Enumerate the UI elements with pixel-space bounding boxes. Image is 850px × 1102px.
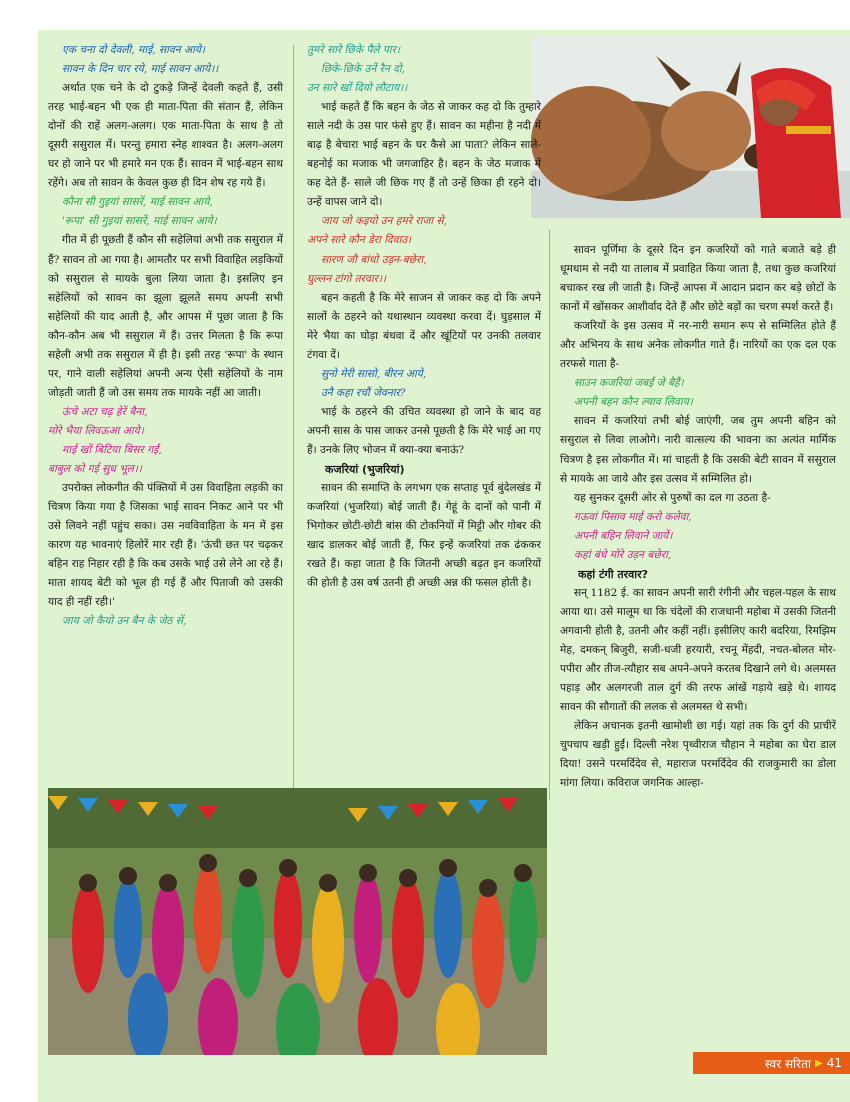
page-number: 41 xyxy=(826,1056,842,1070)
paragraph: सन् 1182 ई. का सावन अपनी सारी रंगीनी और चहल-पहल के साथ आया था। उसे मालूम था कि चंदेलों की राजधानी महोबा में उसकी जितनी अगवानी होती है, उतनी और कहीं नहीं। इसीलिए कारी बदरिया, रिमझिम मेह, दमकन् बिजुरी, सजी-धजी हरयारी, रचनू मेंहदी, नचत-बोलत मोर-पपीरा और तीज-त्यौहार सब अपने-अपने करतब दिखाने लगे थे। अलमस्त पहाड़ और अलगरजी ताल दुर्ग की तरफ आंखें गड़ाये खड़े थे। शायद सावन की सौगातों की ललक से अलमस्त थे सभी। xyxy=(560,586,836,714)
verse-line: उनै कहा रचौं जेवनार? xyxy=(321,386,406,399)
paragraph: यह सुनकर दूसरी ओर से पुरुषों का दल गा उठता है- xyxy=(574,491,771,504)
verse-line: बाबुल को गई सुध भूल।। xyxy=(48,463,142,476)
verse-line: तुमरे सारे छिके पैले पार। xyxy=(307,44,401,56)
verse-line: 'रूपा' सी गुइयां सासरें, माई सावन आये। xyxy=(62,215,217,228)
paragraph: सावन पूर्णिमा के दूसरे दिन इन कजरियों को गाते बजाते बड़े ही धूमधाम से नदी या तालाब में प्रवाहित किया जाता है, तथा कुछ कजरियां बचाकर रख ली जाती है। जिन्हें आपस में आदान प्रदान कर बड़े छोटों के कानों में खोंसकर आशीर्वाद देते हैं और छोटे बड़ों का चरण स्पर्श करते हैं। xyxy=(560,244,836,314)
verse-line: अपनी बहन कौन ल्याव लिवाय। xyxy=(574,396,693,409)
verse-line: एक चना दो देवली, माई, सावन आये। xyxy=(62,44,206,56)
verse-line: साउन कजरियां जबईं जे बैहैं। xyxy=(574,377,684,390)
paragraph: गीत में ही पूछती हैं कौन सी सहेलियां अभी तक ससुराल में हैं? सावन तो आ गया है। आमतौर पर सभी विवाहित लड़कियों को ससुराल से मायके बुला लिया जाता है। इसलिए इन सहेलियों को सावन का झूला झूलते समय अपनी सभी सहेलियों की याद आती है, और आपस में पूछा जाता है कि कौन-कौन अब भी ससुराल में हैं। उत्तर मिलता है कि रूपा सहेली अभी तक ससुराल में ही है। इसी तरह 'रूपा' के स्थान पर, गाने वाली सहेलियां अपनी अन्य ऐसी सहेलियों के नाम जोड़ती जाती हैं जो उस समय तक मायके नहीं आ जाती। xyxy=(48,234,283,399)
column-2 xyxy=(307,41,541,593)
verse-line: मोरे भैया लिवऊआ आये। xyxy=(48,424,144,437)
verse-line: छिके-छिके उनें रैन दो, xyxy=(321,63,405,76)
paragraph: सावन की समाप्ति के लगभग एक सप्ताह पूर्व बुंदेलखंड में कजरियां (भुजरियां) बोई जाती हैं। गेहूं के दानों को पानी में भिगोकर छोटी-छोटी बांस की टोकनियों में मिट्टी और गोबर की खाद डालकर बोई जाती हैं, फिर इन्हें कजरियां तक ढंककर रखते हैं। कहा जाता है कि जितनी अच्छी बढ़त इन कजरियों की होती है उस वर्ष उतनी ही अच्छी अन्न की फसल होती है। xyxy=(307,482,541,590)
paragraph: भाई के ठहरने की उचित व्यवस्था हो जाने के बाद वह अपनी सास के पास जाकर उनसे पूछती है कि मेरे भाई आ गए हैं। उनके लिए भोजन में क्या-क्या बनाऊं? xyxy=(307,405,541,456)
verse-line: घुल्लन टांगो तरवार।। xyxy=(307,272,386,285)
magazine-name: स्वर सरिता xyxy=(764,1056,812,1071)
paragraph: अर्थात एक चने के दो टुकड़े जिन्हें देवली कहते हैं, उसी तरह भाई-बहन भी एक ही माता-पिता की संतान हैं, लेकिन दोनों की राहें अलग-अलग। एक माता-पिता के साथ है तो दूसरी ससुराल में। परन्तु हमारा स्नेह शाश्वत है। अलग-अलग घर हो जाने पर भी हमारे मन एक हैं। सावन में भाई-बहन साथ रहेंगे। अब तो सावन के केवल कुछ ही दिन शेष रह गये हैं। xyxy=(48,82,283,190)
verse-line: अपनी बहिन लिवाने जायें। xyxy=(574,529,673,542)
paragraph: लेकिन अचानक इतनी खामोशी छा गई। यहां तक कि दुर्ग की प्राचीरें चुपचाप खड़ी हुईं। दिल्ली नरेश पृथ्वीराज चौहान ने महोबा का घेरा डाल दिया! उसने परमर्दिदेव से, महाराज परमर्दिदेव की राजकुमारी का डोला मांगा लिया। कविराज जगनिक आल्हा- xyxy=(560,720,836,790)
verse-line: जाय जो कैयो उन बैन के जेठ सें, xyxy=(62,615,187,628)
paragraph: भाई कहते हैं कि बहन के जेठ से जाकर कह दो कि तुम्हारे साले नदी के उस पार फंसे हुए हैं। सावन का महीना है नदी में बाढ़ है बेचारा भाई बहन के घर कैसे आ पाता? लेकिन साले-बहनोई का मजाक भी जगजाहिर है। बहन के जेठ मजाक में कह देते हैं- साले जी छिक गए हैं तो उन्हें छिका ही रहने दो। उन्हें वापस जाने दो। xyxy=(307,101,541,209)
verse-line: सावन के दिन चार रये, माई सावन आये।। xyxy=(62,63,219,76)
paragraph: कजरियों के इस उत्सव में नर-नारी समान रूप से सम्मिलित होते हैं और अभिनय के साथ अनेक लोकगीत गाते हैं। नारियों का एक दल एक तरफसे गाता है- xyxy=(560,320,836,371)
section-heading: कहां टंगी तरवार? xyxy=(578,567,648,581)
column-1 xyxy=(48,41,283,631)
verse-line: जाय जो कइयो उन हमरे राजा से, xyxy=(321,215,447,228)
paragraph: सावन में कजरियां तभी बोई जाएंगी, जब तुम अपनी बहिन को ससुराल से लिवा लाओगे। नारी वात्सल्य की भावना का अत्यंत मार्मिक चित्रण है इस लोकगीत में। मां चाहती है कि उसकी बेटी सावन में ससुराल से मायके आ जाये और इस उत्सव में सम्मिलित हो। xyxy=(560,415,836,485)
verse-line: कौना सी गुइयां सासरें, माई सावन आये, xyxy=(62,196,213,209)
arrow-icon: ▶ xyxy=(815,1057,823,1069)
verse-line: अपने सारे कौन डेरा दिवाउ। xyxy=(307,234,412,247)
column-rule-1 xyxy=(293,45,294,790)
paragraph: उपरोक्त लोकगीत की पंक्तियों में उस विवाहिता लड़की का चित्रण किया गया है जिसका भाई सावन निकट आने पर भी उसे लिवने नहीं पहुंच सका। उस नवविवाहिता के मन में इस कारण यह भावनाएं हिलोरें मार रही हैं। 'ऊंची छत पर चढ़कर बहिन राह निहार रही है कि कब उसके भाई उसे लेने आ रहे हैं। माता शायद बेटी को भूल ही गई हैं और पिताजी को उसकी याद ही नहीं रही।' xyxy=(48,482,283,609)
verse-line: ऊंचे अटा चढ़ हेरें बैना, xyxy=(62,405,148,418)
paragraph: बहन कहती है कि मेरे साजन से जाकर कह दो कि अपने सालों के ठहरने को यथास्थान व्यवस्था करवा दें। घुड़साल में मेरे भैया का घोड़ा बंधवा दें और खूंटियों पर उनकी तलवार टंगवा दें। xyxy=(307,291,541,361)
verse-line: कहां बंधे मोरे उड़न बछेरा, xyxy=(574,548,672,561)
verse-line: सुनो मेरी सासो, बीरन आये, xyxy=(321,367,427,380)
column-rule-2 xyxy=(549,230,550,800)
festival-dance-photo xyxy=(48,788,547,1055)
verse-line: गऊवां पिसाव माई करो कलेवा, xyxy=(574,510,692,523)
section-heading: कजरियां (भुजरियां) xyxy=(325,463,405,477)
page-footer xyxy=(693,1052,850,1074)
verse-line: माई खों बिटिया बिसर गईं, xyxy=(62,443,162,456)
woman-with-cow-photo xyxy=(531,36,850,218)
verse-line: सारण जौ बांधो उड़न-बछेरा, xyxy=(321,253,427,266)
verse-line: उन सारे खों दियो लौटाय।। xyxy=(307,82,408,95)
column-3 xyxy=(560,241,836,793)
